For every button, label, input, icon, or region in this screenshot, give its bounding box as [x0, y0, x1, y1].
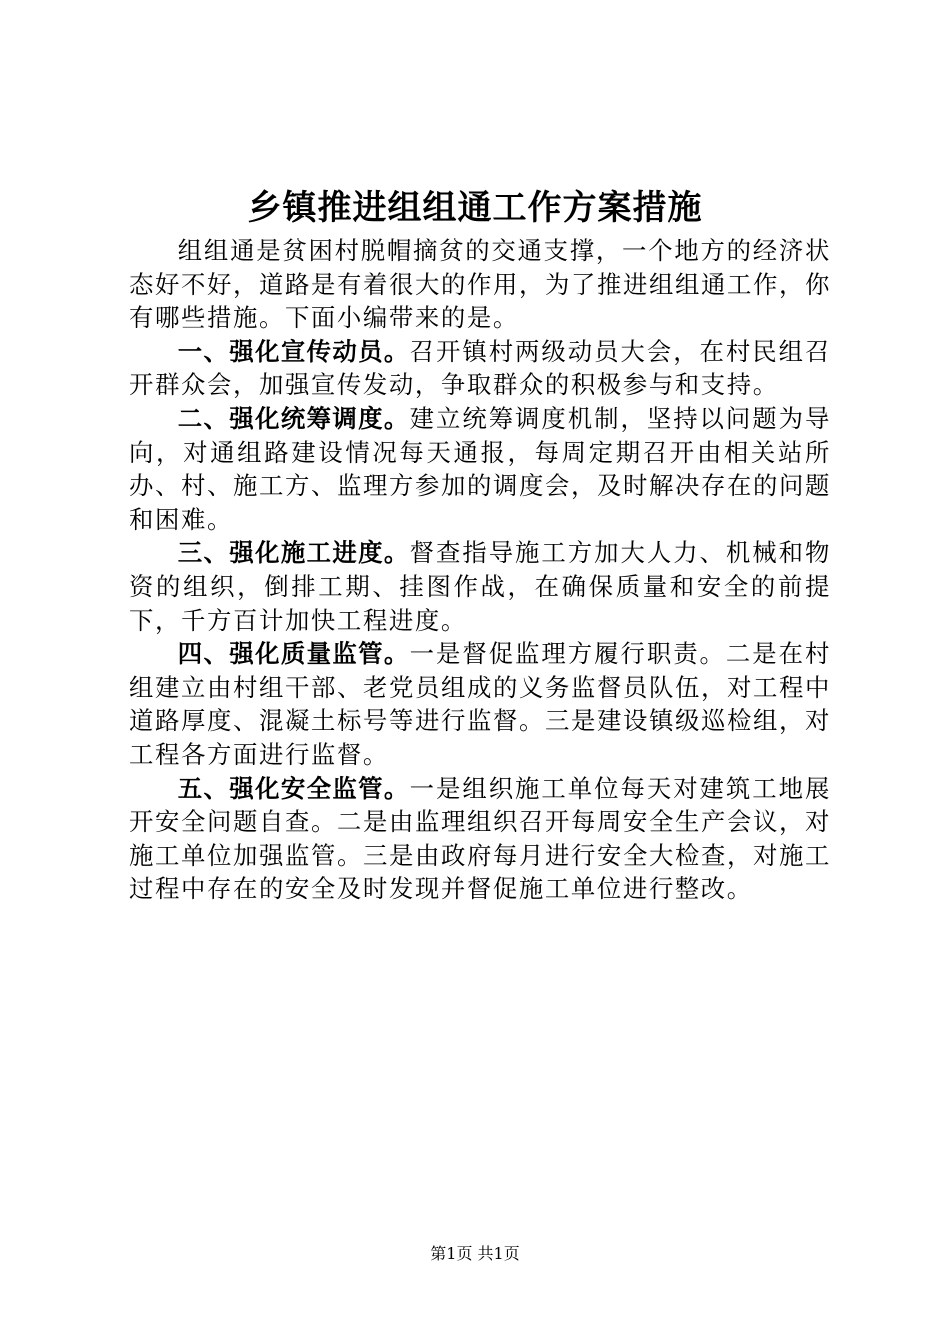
section-text: 一是督促监理方履行职责。二是在村组建立由村组干部、老党员组成的义务监督员队伍，对工程中道路厚度、混凝土标号等进行监督。三是建设镇级巡检组，对工程各方面进行监督。 — [129, 639, 831, 769]
section-paragraph — [129, 402, 831, 536]
section-text: 一是组织施工单位每天对建筑工地展开安全问题自查。二是由监理组织召开每周安全生产会议，对施工单位加强监管。三是由政府每月进行安全大检查，对施工过程中存在的安全及时发现并督促施工单位进行整改。 — [129, 773, 831, 904]
document-title: 乡镇推进组组通工作方案措施 — [247, 188, 703, 228]
intro-paragraph: 组组通是贫困村脱帽摘贫的交通支撑，一个地方的经济状态好不好，道路是有着很大的作用，为了推进组组通工作，你有哪些措施。下面小编带来的是。 — [129, 236, 831, 333]
section-text: 召开镇村两级动员大会，在村民组召开群众会，加强宣传发动，争取群众的积极参与和支持。 — [129, 336, 831, 400]
document-body — [129, 234, 831, 906]
section-heading: 四、强化质量监管。 — [177, 639, 410, 669]
section-heading: 五、强化安全监管。 — [177, 773, 410, 803]
section-heading: 三、强化施工进度。 — [177, 538, 410, 568]
page-footer: 第1页 共1页 — [430, 1244, 520, 1263]
section-text: 建立统筹调度机制，坚持以问题为导向，对通组路建设情况每天通报，每周定期召开由相关站所办、村、施工方、监理方参加的调度会，及时解决存在的问题和困难。 — [129, 403, 831, 534]
section-paragraph — [129, 536, 831, 637]
section-paragraph — [129, 637, 831, 771]
section-paragraph — [129, 772, 831, 906]
section-paragraph — [129, 335, 831, 402]
section-heading: 一、强化宣传动员。 — [177, 336, 410, 366]
section-text: 督查指导施工方加大人力、机械和物资的组织，倒排工期、挂图作战，在确保质量和安全的前提下，千方百计加快工程进度。 — [129, 538, 831, 635]
section-heading: 二、强化统筹调度。 — [177, 403, 410, 433]
